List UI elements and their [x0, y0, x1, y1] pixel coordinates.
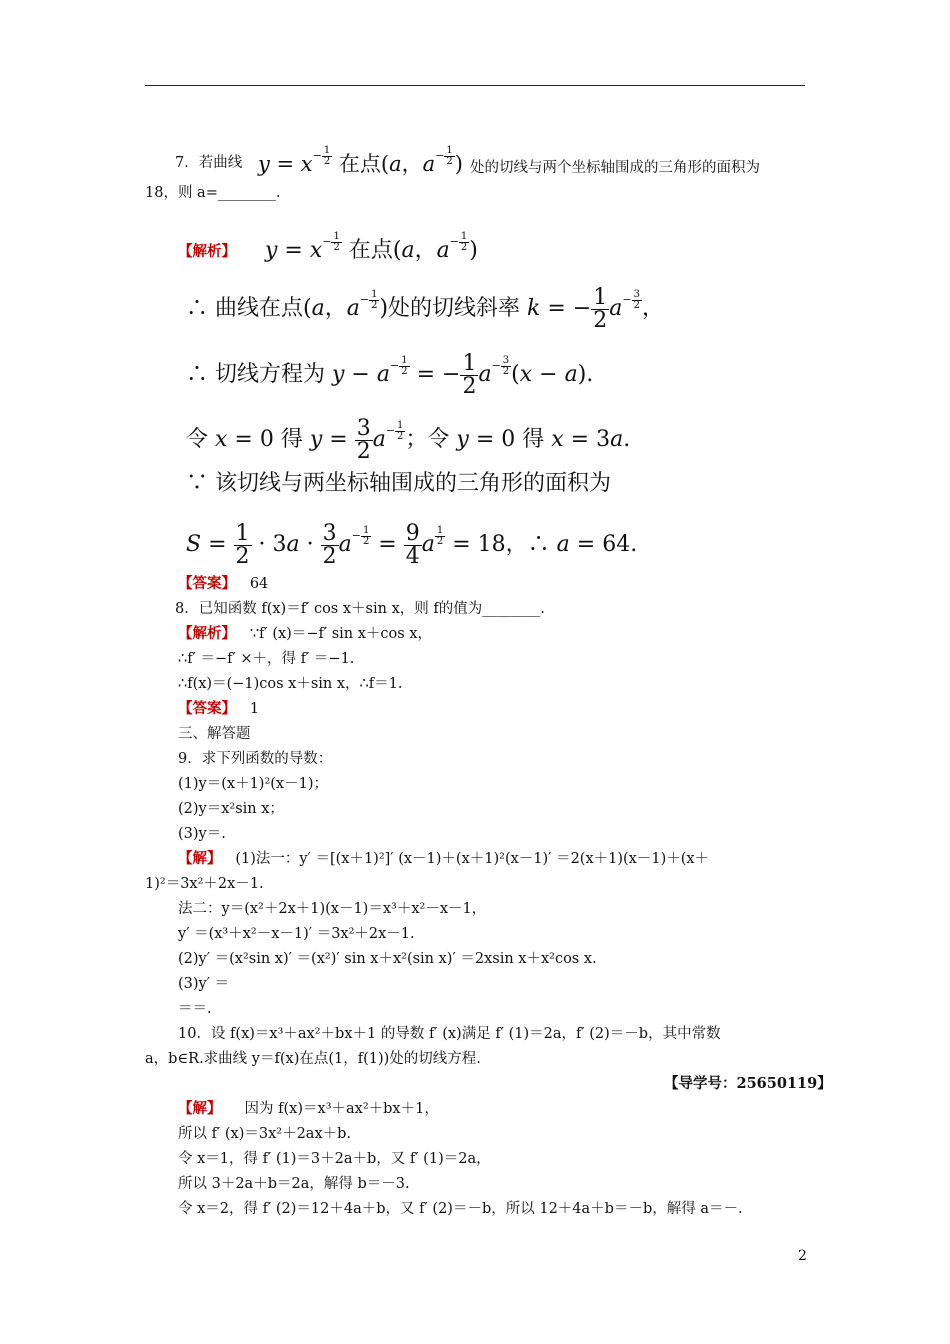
sol9-line3: 法二：y＝(x²＋2x＋1)(x－1)＝x³＋x²－x－1，	[178, 901, 487, 917]
sol8-line1: 【解析】 ∵f′ (x)＝−f′ sin x＋cos x，	[178, 625, 433, 642]
q10-reference: 【导学号：25650119】	[664, 1075, 832, 1092]
page-number: 2	[798, 1248, 807, 1264]
q7-formula: y = x− $\frac{1}{2}$ 在点(a，a− $\frac{1}{2}$ )	[258, 144, 463, 176]
sol9-line2: 1)²＝3x²＋2x－1.	[145, 876, 264, 892]
sol7-tag: 【解析】	[178, 243, 236, 260]
sol10-line1: 【解】 因为 f(x)＝x³＋ax²＋bx＋1，	[178, 1100, 439, 1117]
sol10-line2: 所以 f′ (x)＝3x²＋2ax＋b.	[178, 1126, 352, 1142]
q7-line2: 18，则 a=________.	[145, 185, 281, 201]
ans7: 【答案】 64	[178, 575, 269, 592]
sol7-line1: y = x− $\frac{1}{2}$ 在点(a，a− $\frac{1}{2}$ )	[265, 230, 478, 263]
sol9-line1: 【解】 (1)法一：y′ ＝[(x＋1)²]′ (x－1)＋(x＋1)²(x－1)′ ＝2(x＋1)(x－1)＋(x＋	[178, 850, 710, 867]
sol8-line3: ∴f(x)＝(−1)cos x＋sin x，∴f＝1.	[178, 676, 403, 692]
sol7-line5: ∵ 该切线与两坐标轴围成的三角形的面积为	[186, 471, 611, 496]
sol10-line3: 令 x＝1，得 f′ (1)＝3＋2a＋b，又 f′ (1)＝2a，	[178, 1151, 491, 1167]
sol7-line6: S = $\frac{1}{2}$ · 3a · $\frac{3}{2}$ a− $\frac{1}{2}$ = $\frac{9}{4}$ a $\frac{1}{2}$ = 18，∴ a = 64.	[186, 520, 638, 569]
sol9-line7: ＝＝.	[178, 1001, 212, 1017]
ans8: 【答案】 1	[178, 700, 260, 717]
q9-part3: (3)y＝.	[178, 826, 226, 842]
q9-part1: (1)y＝(x＋1)²(x－1)；	[178, 776, 328, 792]
q7-line1-suffix: 处的切线与两个坐标轴围成的三角形的面积为	[470, 160, 760, 176]
sol7-line4: 令 x = 0 得 y = $\frac{3}{2}$ a− $\frac{1}{2}$ ；令 y = 0 得 x = 3a.	[186, 415, 631, 464]
q10-line1: 10．设 f(x)＝x³＋ax²＋bx＋1 的导数 f′ (x)满足 f′ (1)＝2a，f′ (2)＝－b，其中常数	[178, 1026, 721, 1042]
q9-part2: (2)y＝x²sin x；	[178, 801, 284, 817]
q9-title: 9．求下列函数的导数：	[178, 751, 333, 767]
sol10-line4: 所以 3＋2a＋b＝2a，解得 b＝－3.	[178, 1176, 410, 1192]
header-rule	[145, 85, 805, 86]
sol9-line5: (2)y′ ＝(x²sin x)′ ＝(x²)′ sin x＋x²(sin x)′ ＝2xsin x＋x²cos x.	[178, 951, 597, 967]
q10-line2: a，b∈R.求曲线 y＝f(x)在点(1，f(1))处的切线方程.	[145, 1051, 481, 1067]
sol9-line4: y′ ＝(x³＋x²－x－1)′ ＝3x²＋2x－1.	[178, 926, 415, 942]
sol9-line6: (3)y′ ＝	[178, 976, 230, 992]
q7-line1: 7．若曲线	[175, 155, 243, 171]
sol8-line2: ∴f′ ＝−f′ ×＋，得 f′ ＝−1.	[178, 651, 355, 667]
sol7-line2: ∴ 曲线在点(a，a− $\frac{1}{2}$ )处的切线斜率 k = − $\frac{1}{2}$ a− $\frac{3}{2}$ ，	[186, 284, 664, 333]
sol10-line5: 令 x＝2，得 f′ (2)＝12＋4a＋b，又 f′ (2)＝－b，所以 12＋4a＋b＝－b，解得 a＝－.	[178, 1201, 743, 1217]
sol7-line3: ∴ 切线方程为 y − a− $\frac{1}{2}$ = − $\frac{1}{2}$ a− $\frac{3}{2}$ (x − a).	[186, 350, 594, 399]
section-heading: 三、解答题	[178, 726, 251, 742]
q8: 8．已知函数 f(x)＝f′ cos x＋sin x，则 f的值为________.	[175, 601, 545, 617]
